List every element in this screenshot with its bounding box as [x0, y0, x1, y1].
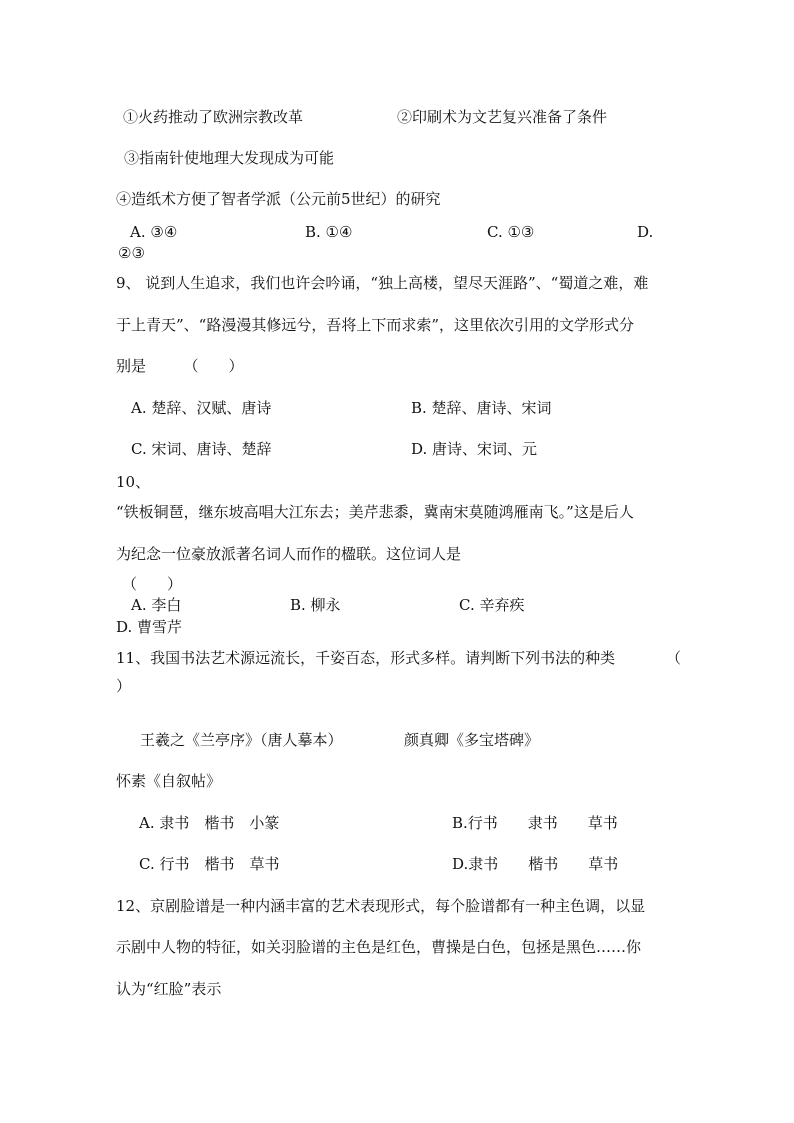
q8-choice-d-label: D. [637, 223, 654, 241]
q10-choice-c: C. 辛弃疾 [459, 596, 525, 614]
q10-line-1: “铁板铜琶，继东坡高唱大江东去；美芹悲黍，冀南宋莫随鸿雁南飞。”这是后人 [116, 503, 634, 521]
q11-item-3: 怀素《自叙帖》 [116, 772, 222, 790]
q8-option-2: ②印刷术为文艺复兴准备了条件 [397, 108, 608, 126]
q11-choice-d: D.隶书 楷书 草书 [452, 855, 619, 873]
q9-line-3: 别是 （ ） [116, 357, 244, 375]
q9-choice-a: A. 楚辞、汉赋、唐诗 [131, 399, 272, 417]
q11-item-2: 颜真卿《多宝塔碑》 [404, 731, 540, 749]
q11-choice-b: B.行书 隶书 草书 [452, 814, 618, 832]
q9-choice-b: B. 楚辞、唐诗、宋词 [411, 399, 552, 417]
q10-line-2: 为纪念一位豪放派著名词人而作的楹联。这位词人是 [116, 545, 462, 563]
q8-option-1: ①火药推动了欧洲宗教改革 [123, 108, 304, 126]
q11-choice-a: A. 隶书 楷书 小篆 [139, 814, 280, 832]
q10-answer-paren: （ ） [122, 575, 183, 593]
q8-choice-c: C. ①③ [487, 223, 535, 241]
q9-line-1: 9、 说到人生追求，我们也许会吟诵，“独上高楼，望尽天涯路”、“蜀道之难，难 [116, 274, 649, 292]
q11-choice-c: C. 行书 楷书 草书 [139, 855, 280, 873]
q9-choice-c: C. 宋词、唐诗、楚辞 [131, 440, 272, 458]
q11-line-1: 11、我国书法艺术源远流长，千姿百态，形式多样。请判断下列书法的种类 [116, 649, 616, 667]
q12-line-1: 12、京剧脸谱是一种内涵丰富的艺术表现形式，每个脸谱都有一种主色调，以显 [116, 897, 646, 915]
q8-option-3: ③指南针使地理大发现成为可能 [124, 149, 335, 167]
q11-paren-close: ） [116, 677, 132, 695]
q10-choice-b: B. 柳永 [290, 596, 341, 614]
q8-choice-a: A. ③④ [130, 223, 178, 241]
q8-choice-b: B. ①④ [305, 223, 353, 241]
q11-item-1: 王羲之《兰亭序》（唐人摹本） [140, 731, 343, 749]
q10-choice-d: D. 曹雪芹 [116, 618, 183, 636]
q11-paren-open: （ [666, 649, 682, 667]
q12-line-3: 认为“红脸”表示 [116, 980, 222, 998]
q9-line-2: 于上青天”、“路漫漫其修远兮，吾将上下而求索”，这里依次引用的文学形式分 [116, 316, 635, 334]
q12-line-2: 示剧中人物的特征，如关羽脸谱的主色是红色，曹操是白色，包拯是黑色……你 [116, 938, 642, 956]
q10-number: 10、 [116, 473, 151, 491]
q10-choice-a: A. 李白 [131, 596, 182, 614]
q9-choice-d: D. 唐诗、宋词、元 [411, 440, 538, 458]
q8-choice-d-value: ②③ [118, 244, 145, 262]
q8-option-4: ④造纸术方便了智者学派（公元前5世纪）的研究 [116, 190, 441, 208]
